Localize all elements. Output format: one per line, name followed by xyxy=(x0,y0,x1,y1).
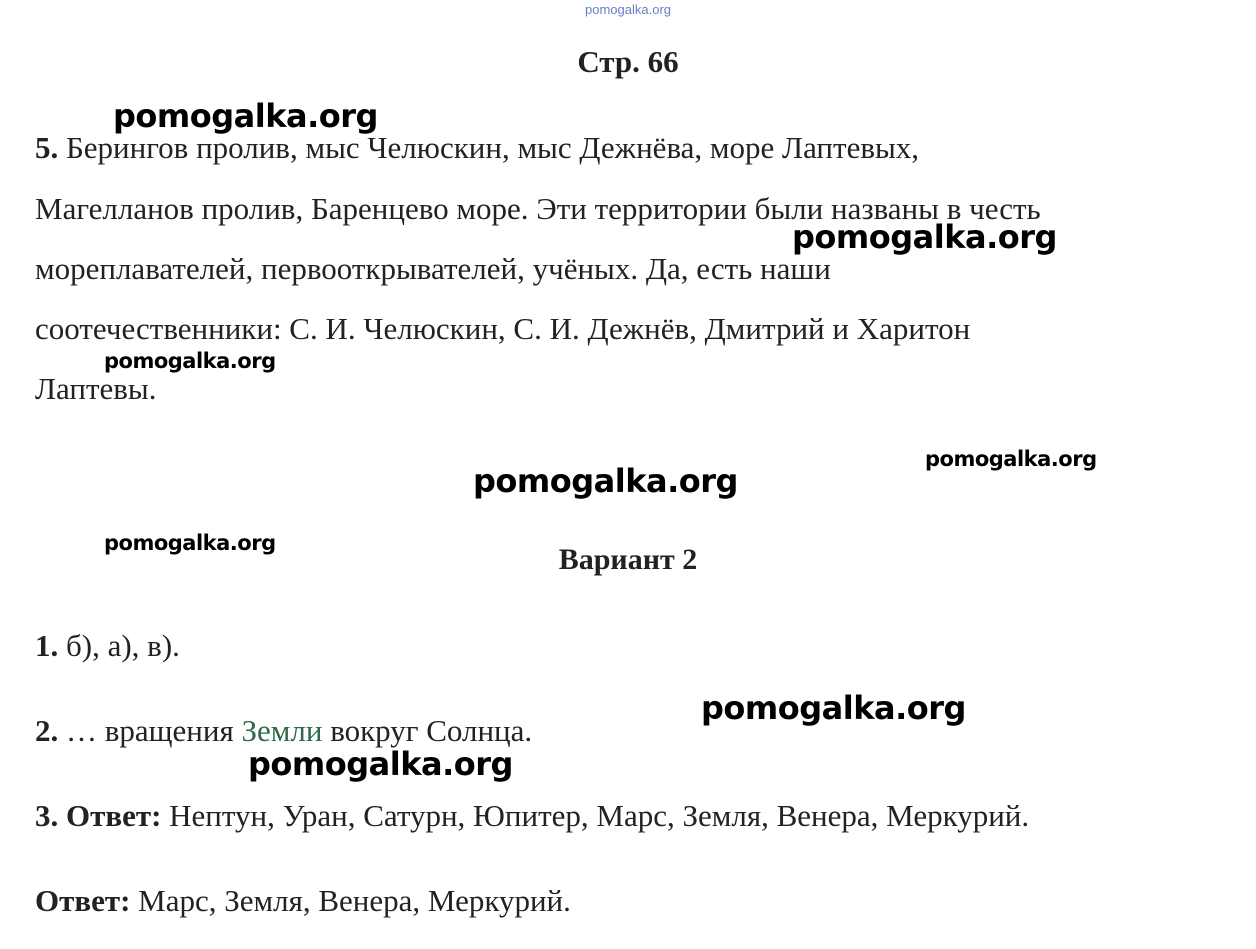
watermark-8: pomogalka.org xyxy=(248,745,513,783)
task5-line-2: Магелланов пролив, Баренцево море. Эти территории были названы в честь xyxy=(35,191,1041,226)
answer-3 xyxy=(35,798,1029,834)
answer-3-text: Нептун, Уран, Сатурн, Юпитер, Марс, Земля, Венера, Меркурий. xyxy=(169,798,1030,833)
task5-line-5: Лаптевы. xyxy=(35,371,157,406)
answer-2-text-pre: … вращения xyxy=(66,713,242,748)
answer-4 xyxy=(35,883,571,919)
answer-2 xyxy=(35,713,532,749)
answer-2-number: 2. xyxy=(35,713,59,748)
watermark-7: pomogalka.org xyxy=(701,689,966,727)
answer-2-text-post: вокруг Солнца. xyxy=(322,713,533,748)
watermark-2: pomogalka.org xyxy=(792,218,1057,256)
answer-1 xyxy=(35,628,180,664)
page-title: Стр. 66 xyxy=(577,44,679,79)
watermark-6: pomogalka.org xyxy=(104,531,276,555)
watermark-1: pomogalka.org xyxy=(113,97,378,135)
answer-4-text: Марс, Земля, Венера, Меркурий. xyxy=(138,883,571,918)
task5-line-3: мореплавателей, первооткрывателей, учёных. Да, есть наши xyxy=(35,251,831,286)
task5-line-4: соотечественники: С. И. Челюскин, С. И. Дежнёв, Дмитрий и Харитон xyxy=(35,311,971,346)
answer-2-highlight: Земли xyxy=(241,713,323,748)
task5-text-1: Берингов пролив, мыс Челюскин, мыс Дежнёва, море Лаптевых, xyxy=(66,130,920,165)
task5-line-1 xyxy=(35,130,919,166)
task5-number: 5. xyxy=(35,130,59,165)
answer-3-label: 3. Ответ: xyxy=(35,798,162,833)
answer-1-text: б), а), в). xyxy=(66,628,180,663)
watermark-4: pomogalka.org xyxy=(925,447,1097,471)
site-header-link[interactable]: pomogalka.org xyxy=(585,2,671,17)
answer-1-number: 1. xyxy=(35,628,59,663)
variant-title: Вариант 2 xyxy=(558,543,698,576)
watermark-5: pomogalka.org xyxy=(473,462,738,500)
watermark-3: pomogalka.org xyxy=(104,349,276,373)
answer-4-label: Ответ: xyxy=(35,883,131,918)
